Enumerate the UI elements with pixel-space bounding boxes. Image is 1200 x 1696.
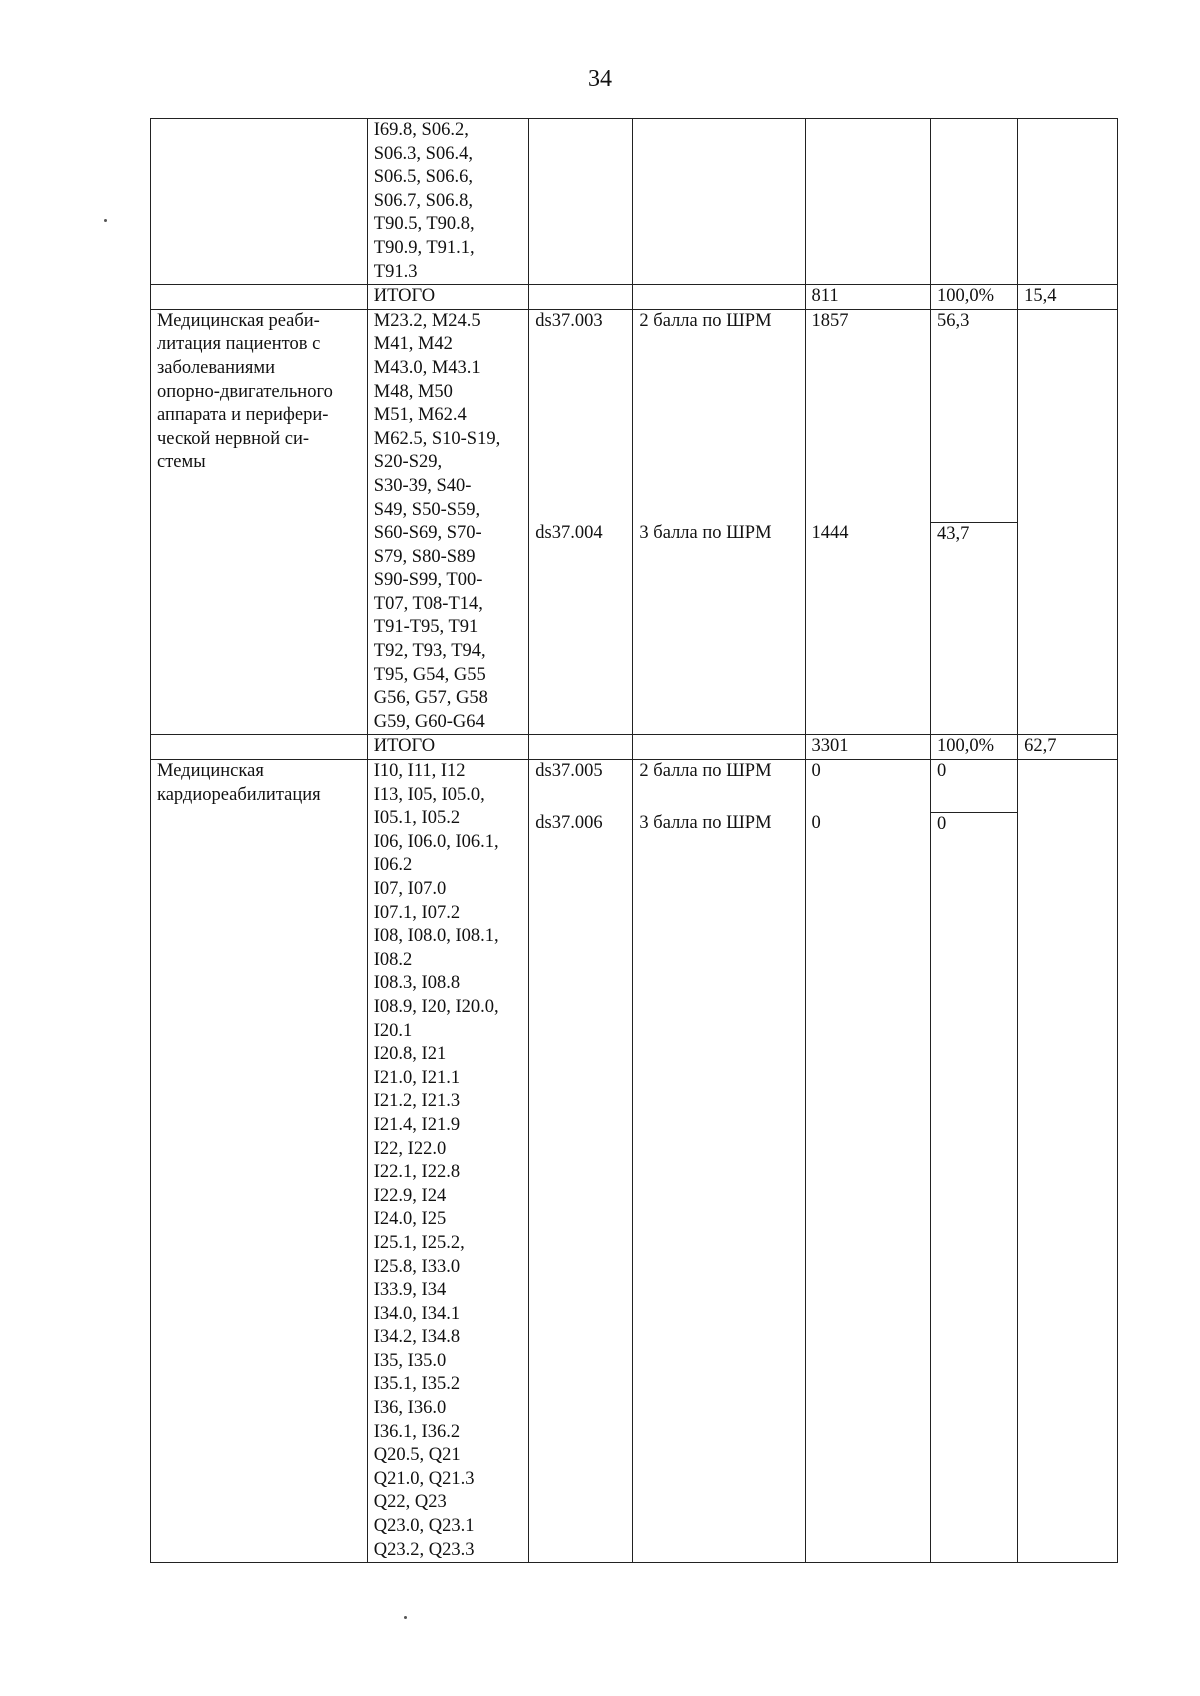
section-name-line: Медицинская [157,761,264,782]
codes-line: I07.1, I07.2 [373,902,461,923]
codes-line: I21.2, I21.3 [373,1091,461,1112]
codes-line: S79, S80-S89 [373,546,476,567]
section-name-cell [151,285,368,310]
codes-line: S06.5, S06.6, [373,167,473,188]
codes-line: T91-T95, T91 [373,617,479,638]
table-row [151,309,1118,522]
criterion-cell [633,735,805,760]
codes-line: T91.3 [373,261,418,282]
total-percent: 100,0% [930,735,1017,760]
ksg-cell: ds37.006 [529,812,633,1563]
diagnosis-codes-cell [367,309,529,735]
codes-line: I34.2, I34.8 [373,1327,461,1348]
criterion-cell: 3 балла по ШРМ [633,522,805,735]
ksg-cell [529,735,633,760]
count-cell [805,119,930,285]
section-name-cell [151,735,368,760]
codes-line: I21.0, I21.1 [373,1067,461,1088]
section-name-line: ческой нервной си- [157,428,310,449]
diagnosis-codes-cell [367,760,529,1563]
codes-line: I06, I06.0, I06.1, [373,831,499,852]
codes-line: Q20.5, Q21 [373,1445,461,1466]
codes-line: I08, I08.0, I08.1, [373,926,499,947]
total-count: 811 [805,285,930,310]
codes-line: I05.1, I05.2 [373,808,461,829]
codes-line: S90-S99, T00- [373,570,483,591]
criterion-cell [633,285,805,310]
criterion-cell: 2 балла по ШРМ [633,309,805,522]
ksg-cell: ds37.003 [529,309,633,522]
total-row [151,285,1118,310]
codes-line: I13, I05, I05.0, [373,784,485,805]
count-cell: 1857 [805,309,930,522]
section-name-line: кардиореабилитация [157,784,321,805]
count-cell: 0 [805,812,930,1563]
codes-line: I34.0, I34.1 [373,1303,461,1324]
diagnosis-codes-cell [367,119,529,285]
count-cell: 0 [805,760,930,813]
codes-line: M51, M62.4 [373,405,467,426]
codes-line: I69.8, S06.2, [373,120,469,140]
count-cell: 1444 [805,522,930,735]
percent-cell: 0 [930,812,1017,1563]
codes-line: S20-S29, [373,452,443,473]
scan-speck [404,1616,407,1619]
page-number: 34 [588,66,612,92]
percent-cell: 43,7 [930,522,1017,735]
codes-line: S49, S50-S59, [373,499,481,520]
codes-line: M41, M42 [373,334,453,355]
codes-line: I20.8, I21 [373,1044,447,1065]
share-cell [1018,309,1118,735]
total-row [151,735,1118,760]
total-label: ИТОГО [367,735,529,760]
section-name-cell [151,760,368,1563]
codes-line: I08.2 [373,949,413,970]
ksg-cell [529,119,633,285]
scan-speck [104,219,107,222]
criterion-cell [633,119,805,285]
codes-line: I25.1, I25.2, [373,1232,465,1253]
share-cell [1018,760,1118,1563]
table-row [151,760,1118,813]
codes-line: I33.9, I34 [373,1280,447,1301]
total-count: 3301 [805,735,930,760]
codes-line: I20.1 [373,1020,413,1041]
codes-line: T92, T93, T94, [373,641,486,662]
ksg-cell [529,285,633,310]
codes-line: T90.9, T91.1, [373,237,475,258]
criterion-cell: 2 балла по ШРМ [633,760,805,813]
codes-line: I06.2 [373,855,413,876]
total-label: ИТОГО [367,285,529,310]
codes-line: S06.7, S06.8, [373,190,473,211]
codes-line: Q21.0, Q21.3 [373,1468,475,1489]
percent-cell [930,119,1017,285]
codes-line: I22.1, I22.8 [373,1162,461,1183]
codes-line: I22, I22.0 [373,1138,447,1159]
codes-line: I36.1, I36.2 [373,1421,461,1442]
codes-line: Q23.0, Q23.1 [373,1516,475,1537]
codes-line: I35.1, I35.2 [373,1374,461,1395]
total-share: 62,7 [1018,735,1118,760]
codes-line: I24.0, I25 [373,1209,447,1230]
codes-line: I25.8, I33.0 [373,1256,461,1277]
codes-line: S30-39, S40- [373,475,472,496]
codes-line: I22.9, I24 [373,1185,447,1206]
section-name-line: Медицинская реаби- [157,310,320,331]
codes-line: Q22, Q23 [373,1492,447,1513]
codes-line: S06.3, S06.4, [373,143,473,164]
codes-line: G59, G60-G64 [373,711,485,732]
codes-line: T95, G54, G55 [373,664,486,685]
section-name-line: заболеваниями [157,357,276,378]
ksg-cell: ds37.005 [529,760,633,813]
total-percent: 100,0% [930,285,1017,310]
codes-line: I35, I35.0 [373,1350,447,1371]
section-name-line: аппарата и перифери- [157,405,329,426]
codes-line: I08.3, I08.8 [373,973,461,994]
codes-line: M48, M50 [373,381,453,402]
codes-line: Q23.2, Q23.3 [373,1539,475,1560]
section-name-cell [151,119,368,285]
codes-line: I10, I11, I12 [373,761,466,782]
table-row [151,119,1118,285]
rehabilitation-codes-table [150,118,1118,1563]
criterion-cell: 3 балла по ШРМ [633,812,805,1563]
ksg-cell: ds37.004 [529,522,633,735]
codes-line: M43.0, M43.1 [373,357,481,378]
codes-line: I08.9, I20, I20.0, [373,996,499,1017]
codes-line: T07, T08-T14, [373,593,483,614]
section-name-line: опорно-двигательного [157,381,333,402]
codes-line: S60-S69, S70- [373,523,482,544]
percent-cell: 56,3 [930,309,1017,522]
share-cell [1018,119,1118,285]
codes-line: I36, I36.0 [373,1398,447,1419]
section-name-cell [151,309,368,735]
codes-line: T90.5, T90.8, [373,214,475,235]
codes-line: I21.4, I21.9 [373,1114,461,1135]
codes-line: G56, G57, G58 [373,688,488,709]
codes-line: M23.2, M24.5 [373,310,481,331]
total-share: 15,4 [1018,285,1118,310]
codes-line: I07, I07.0 [373,879,447,899]
section-name-line: литация пациентов с [157,334,321,355]
percent-cell: 0 [930,760,1017,813]
codes-line: M62.5, S10-S19, [373,428,501,449]
section-name-line: стемы [157,452,206,473]
